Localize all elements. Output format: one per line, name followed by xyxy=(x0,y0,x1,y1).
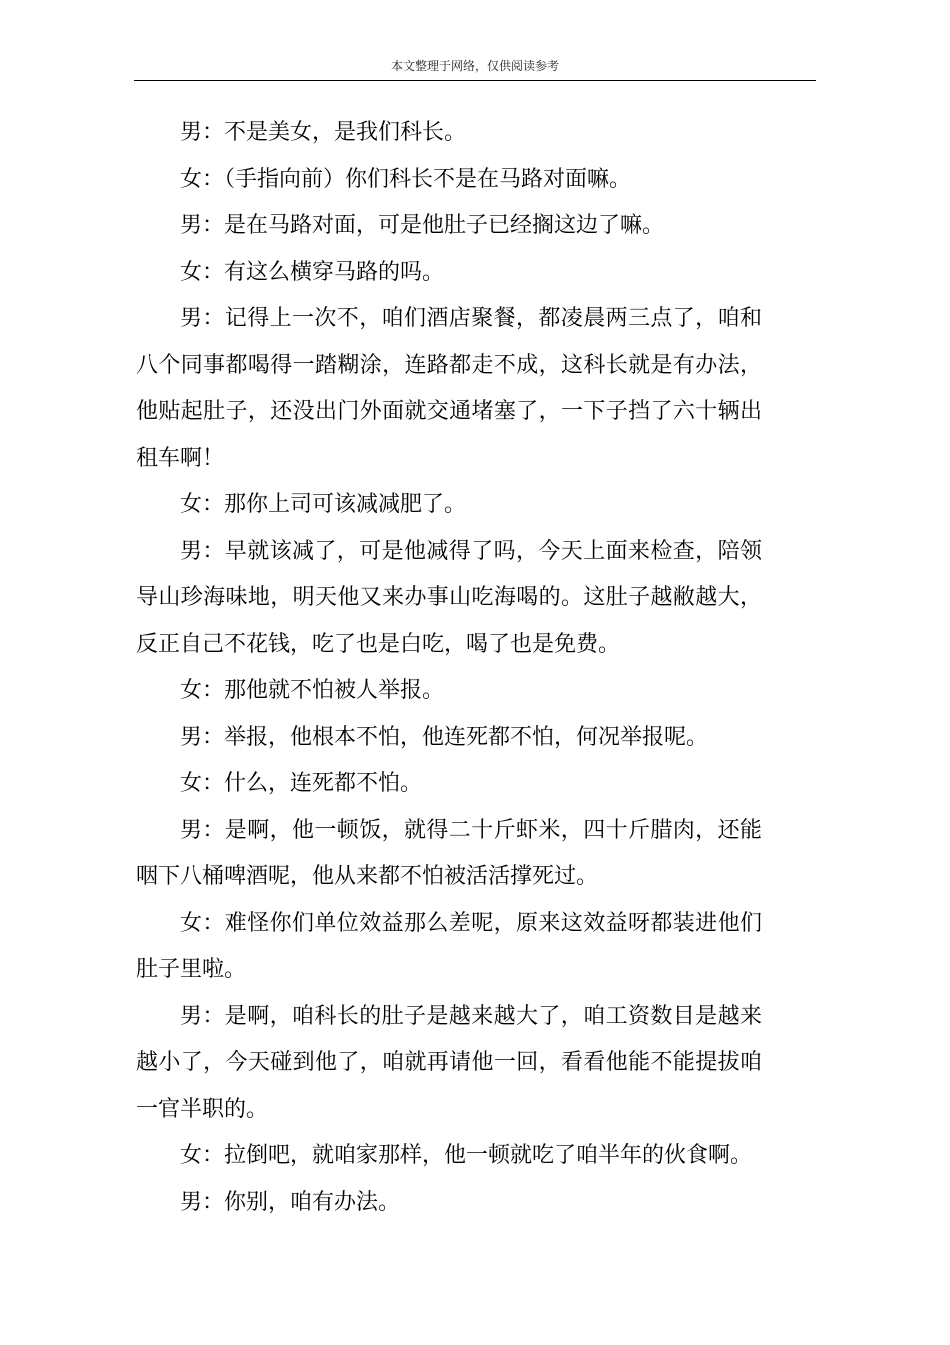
dialogue-line: 男：举报，他根本不怕，他连死都不怕，何况举报呢。 xyxy=(180,724,709,750)
dialogue-line: 女：什么，连死都不怕。 xyxy=(180,771,423,796)
dialogue-line: 女：那他就不怕被人举报。 xyxy=(180,678,445,703)
dialogue-line: 男：是在马路对面，可是他肚子已经搁这边了嘛。 xyxy=(180,213,665,238)
dialogue-line: 男：是啊，咱科长的肚子是越来越大了，咱工资数目是越来越小了，今天碰到他了，咱就再请他一回，看看他能不能提拔咱一官半职的。 xyxy=(136,1003,762,1122)
dialogue-line: 女：那你上司可该减减肥了。 xyxy=(180,492,467,517)
dialogue-line: 女：难怪你们单位效益那么差呢，原来这效益呀都装进他们肚子里啦。 xyxy=(136,910,762,982)
dialogue-line: 女：拉倒吧，就咱家那样，他一顿就吃了咱半年的伙食啊。 xyxy=(180,1143,753,1168)
dialogue-line: 女：（手指向前）你们科长不是在马路对面嘛。 xyxy=(180,166,632,192)
dialogue-line: 女：有这么横穿马路的吗。 xyxy=(180,259,445,285)
dialogue-body xyxy=(136,110,762,1226)
dialogue-line: 男：不是美女，是我们科长。 xyxy=(180,120,467,145)
dialogue-line: 男：记得上一次不，咱们酒店聚餐，都凌晨两三点了，咱和八个同事都喝得一踏糊涂，连路都走不成，这科长就是有办法，他贴起肚子，还没出门外面就交通堵塞了，一下子挡了六十辆出租车啊！ xyxy=(136,306,762,471)
dialogue-line: 男：你别，咱有办法。 xyxy=(180,1189,401,1215)
dialogue-line: 男：是啊，他一顿饭，就得二十斤虾米，四十斤腊肉，还能咽下八桶啤酒呢，他从来都不怕被活活撑死过。 xyxy=(136,817,762,889)
header-divider xyxy=(134,80,816,81)
dialogue-line: 男：早就该减了，可是他减得了吗，今天上面来检查，陪领导山珍海味地，明天他又来办事山吃海喝的。这肚子越敝越大，反正自己不花钱，吃了也是白吃，喝了也是免费。 xyxy=(136,538,762,657)
page-header: 本文整理于网络，仅供阅读参考 xyxy=(390,59,559,73)
